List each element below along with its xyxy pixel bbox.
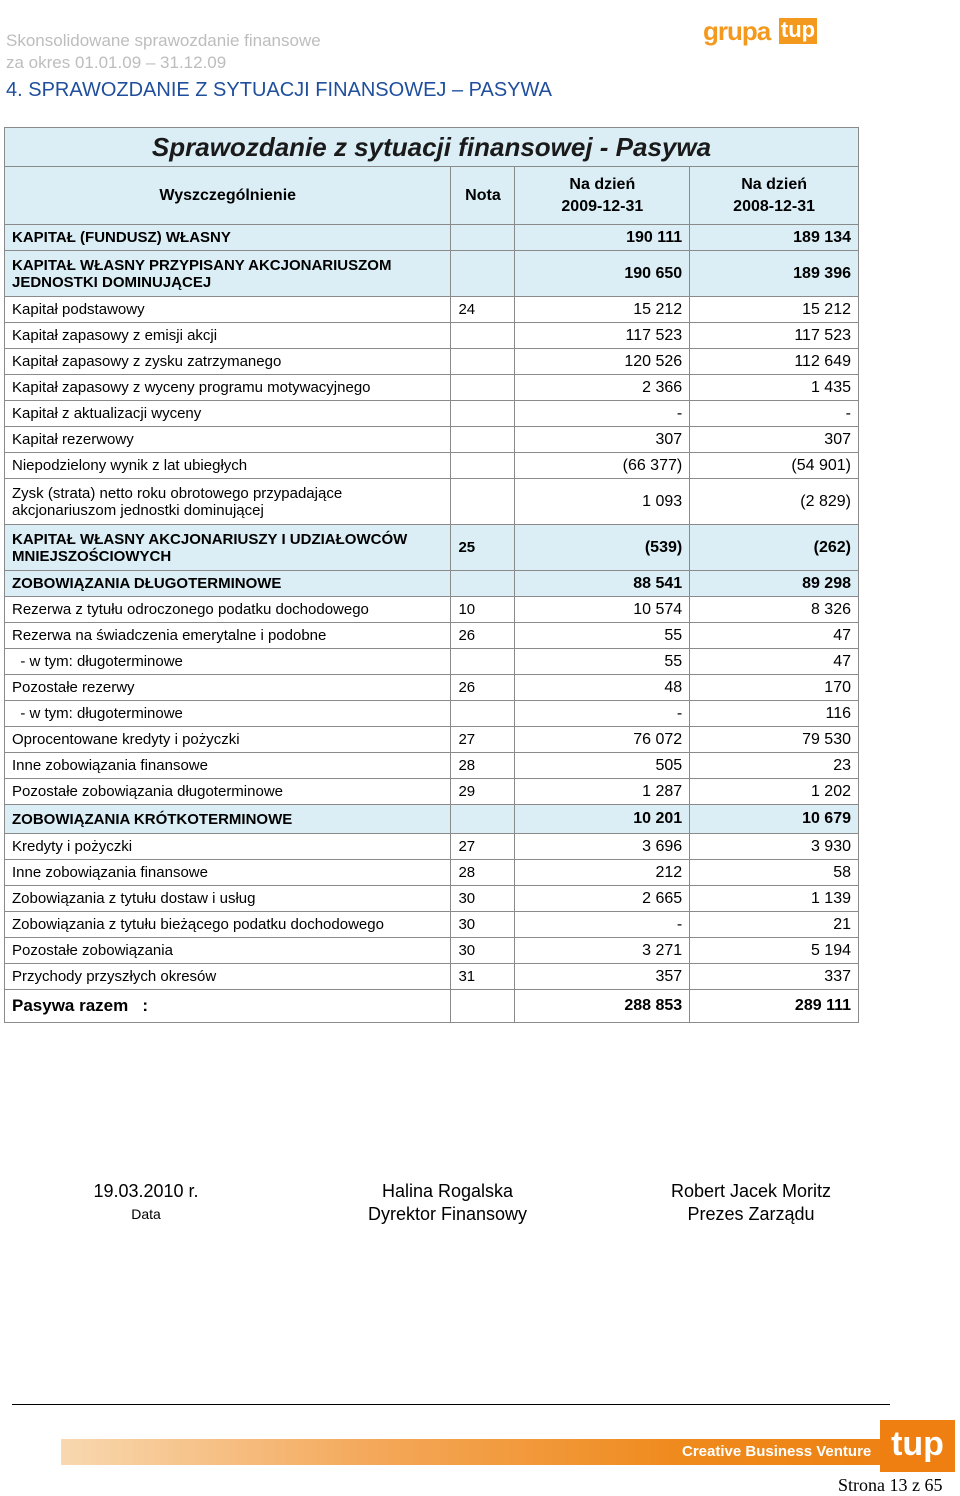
liabilities-table bbox=[4, 127, 859, 1023]
row-nota: 26 bbox=[451, 623, 515, 649]
row-nota: 30 bbox=[451, 886, 515, 912]
row-value-2009: 76 072 bbox=[515, 727, 690, 753]
row-value-2008: 79 530 bbox=[690, 727, 859, 753]
row-value-2008: 47 bbox=[690, 649, 859, 675]
row-value-2008: 117 523 bbox=[690, 323, 859, 349]
row-value-2009: 3 696 bbox=[515, 834, 690, 860]
row-nota bbox=[451, 479, 515, 525]
table-row bbox=[5, 860, 859, 886]
row-label: Niepodzielony wynik z lat ubiegłych bbox=[5, 453, 451, 479]
row-value-2008: (2 829) bbox=[690, 479, 859, 525]
row-value-2009: 117 523 bbox=[515, 323, 690, 349]
row-label: KAPITAŁ WŁASNY PRZYPISANY AKCJONARIUSZOM JEDNOSTKI DOMINUJĄCEJ bbox=[5, 251, 451, 297]
signature-cfo-name: Halina Rogalska bbox=[381, 1181, 514, 1201]
row-nota bbox=[451, 401, 515, 427]
row-nota bbox=[451, 649, 515, 675]
table-row bbox=[5, 727, 859, 753]
table-row bbox=[5, 805, 859, 834]
signature-ceo-name: Robert Jacek Moritz bbox=[670, 1181, 832, 1201]
row-label: Rezerwa z tytułu odroczonego podatku dochodowego bbox=[5, 597, 451, 623]
row-value-2008: 337 bbox=[690, 964, 859, 990]
row-value-2009: 10 201 bbox=[515, 805, 690, 834]
row-value-2009: 55 bbox=[515, 649, 690, 675]
table-title: Sprawozdanie z sytuacji finansowej - Pasywa bbox=[5, 128, 859, 167]
signature-ceo bbox=[645, 1180, 857, 1226]
table-row bbox=[5, 597, 859, 623]
table-row bbox=[5, 571, 859, 597]
row-nota: 26 bbox=[451, 675, 515, 701]
row-value-2009: 55 bbox=[515, 623, 690, 649]
row-nota: 28 bbox=[451, 860, 515, 886]
row-label: Pasywa razem : bbox=[5, 990, 451, 1023]
row-value-2008: 89 298 bbox=[690, 571, 859, 597]
row-nota bbox=[451, 805, 515, 834]
logo-text: grupa bbox=[703, 16, 771, 46]
row-label: KAPITAŁ WŁASNY AKCJONARIUSZY I UDZIAŁOWCÓW MNIEJSZOŚCIOWYCH bbox=[5, 525, 451, 571]
signature-ceo-role: Prezes Zarządu bbox=[687, 1204, 815, 1224]
row-value-2009: 2 665 bbox=[515, 886, 690, 912]
row-value-2009: 307 bbox=[515, 427, 690, 453]
row-nota bbox=[451, 453, 515, 479]
table-row bbox=[5, 938, 859, 964]
table-row bbox=[5, 990, 859, 1023]
row-label: Pozostałe rezerwy bbox=[5, 675, 451, 701]
row-value-2008: 8 326 bbox=[690, 597, 859, 623]
row-label: - w tym: długoterminowe bbox=[5, 649, 451, 675]
row-label: Kredyty i pożyczki bbox=[5, 834, 451, 860]
signature-date bbox=[76, 1180, 216, 1226]
row-value-2008: 307 bbox=[690, 427, 859, 453]
column-header-2008-date: 2008-12-31 bbox=[733, 197, 816, 215]
row-nota bbox=[451, 349, 515, 375]
table-row bbox=[5, 401, 859, 427]
report-title-header: Skonsolidowane sprawozdanie finansowe bbox=[6, 31, 321, 50]
table-row bbox=[5, 251, 859, 297]
signature-cfo-role: Dyrektor Finansowy bbox=[367, 1204, 528, 1224]
row-label: Kapitał zapasowy z zysku zatrzymanego bbox=[5, 349, 451, 375]
footer-banner-text: Creative Business Venture bbox=[682, 1443, 872, 1460]
row-label: Kapitał z aktualizacji wyceny bbox=[5, 401, 451, 427]
row-nota bbox=[451, 571, 515, 597]
row-value-2008: (54 901) bbox=[690, 453, 859, 479]
row-value-2008: 15 212 bbox=[690, 297, 859, 323]
column-header-nota: Nota bbox=[451, 167, 515, 225]
row-nota: 24 bbox=[451, 297, 515, 323]
row-nota bbox=[451, 323, 515, 349]
row-value-2008: 1 202 bbox=[690, 779, 859, 805]
report-period-header: za okres 01.01.09 – 31.12.09 bbox=[6, 53, 227, 72]
row-label: Kapitał zapasowy z wyceny programu motywacyjnego bbox=[5, 375, 451, 401]
row-nota: 27 bbox=[451, 834, 515, 860]
row-value-2009: 212 bbox=[515, 860, 690, 886]
row-value-2009: (66 377) bbox=[515, 453, 690, 479]
table-row bbox=[5, 964, 859, 990]
logo-box: tup bbox=[780, 17, 816, 42]
row-value-2009: 190 111 bbox=[515, 225, 690, 251]
column-header-2008 bbox=[690, 167, 859, 225]
table-row bbox=[5, 675, 859, 701]
row-value-2008: 21 bbox=[690, 912, 859, 938]
row-value-2009: 190 650 bbox=[515, 251, 690, 297]
row-nota: 27 bbox=[451, 727, 515, 753]
row-value-2008: 1 139 bbox=[690, 886, 859, 912]
column-header-2009-date: 2009-12-31 bbox=[561, 197, 644, 215]
row-value-2008: 116 bbox=[690, 701, 859, 727]
row-label: ZOBOWIĄZANIA KRÓTKOTERMINOWE bbox=[5, 805, 451, 834]
table-row bbox=[5, 886, 859, 912]
row-value-2009: - bbox=[515, 401, 690, 427]
row-label: - w tym: długoterminowe bbox=[5, 701, 451, 727]
row-value-2009: - bbox=[515, 701, 690, 727]
row-value-2009: 1 287 bbox=[515, 779, 690, 805]
row-label: Kapitał zapasowy z emisji akcji bbox=[5, 323, 451, 349]
row-value-2008: 58 bbox=[690, 860, 859, 886]
page-number: Strona 13 z 65 bbox=[838, 1475, 943, 1495]
row-label: KAPITAŁ (FUNDUSZ) WŁASNY bbox=[5, 225, 451, 251]
row-value-2009: 10 574 bbox=[515, 597, 690, 623]
column-header-description: Wyszczególnienie bbox=[5, 167, 451, 225]
row-value-2009: 505 bbox=[515, 753, 690, 779]
table-row bbox=[5, 225, 859, 251]
table-row bbox=[5, 375, 859, 401]
row-value-2008: 10 679 bbox=[690, 805, 859, 834]
row-label: Inne zobowiązania finansowe bbox=[5, 860, 451, 886]
row-value-2009: 48 bbox=[515, 675, 690, 701]
row-label: Inne zobowiązania finansowe bbox=[5, 753, 451, 779]
row-label: Przychody przyszłych okresów bbox=[5, 964, 451, 990]
row-nota bbox=[451, 990, 515, 1023]
row-value-2008: 112 649 bbox=[690, 349, 859, 375]
section-title: 4. SPRAWOZDANIE Z SYTUACJI FINANSOWEJ – PASYWA bbox=[6, 79, 552, 101]
row-nota bbox=[451, 225, 515, 251]
row-value-2009: 2 366 bbox=[515, 375, 690, 401]
row-value-2008: 23 bbox=[690, 753, 859, 779]
table-row bbox=[5, 453, 859, 479]
row-nota: 31 bbox=[451, 964, 515, 990]
row-value-2008: - bbox=[690, 401, 859, 427]
table-row bbox=[5, 912, 859, 938]
row-label: ZOBOWIĄZANIA DŁUGOTERMINOWE bbox=[5, 571, 451, 597]
signature-date-value: 19.03.2010 r. bbox=[93, 1181, 199, 1201]
table-row bbox=[5, 649, 859, 675]
row-value-2008: 170 bbox=[690, 675, 859, 701]
row-nota: 10 bbox=[451, 597, 515, 623]
column-header-2009 bbox=[515, 167, 690, 225]
row-value-2008: 5 194 bbox=[690, 938, 859, 964]
row-value-2009: 88 541 bbox=[515, 571, 690, 597]
signature-date-label: Data bbox=[131, 1206, 161, 1222]
table-row bbox=[5, 834, 859, 860]
column-header-2008-label: Na dzień bbox=[741, 175, 807, 193]
row-value-2008: (262) bbox=[690, 525, 859, 571]
footer-logo: tup bbox=[880, 1420, 955, 1472]
company-logo bbox=[703, 8, 823, 48]
row-value-2009: 357 bbox=[515, 964, 690, 990]
row-value-2009: 288 853 bbox=[515, 990, 690, 1023]
row-label: Kapitał rezerwowy bbox=[5, 427, 451, 453]
row-value-2008: 289 111 bbox=[690, 990, 859, 1023]
signature-cfo bbox=[340, 1180, 555, 1226]
table-row bbox=[5, 701, 859, 727]
table-row bbox=[5, 779, 859, 805]
row-nota bbox=[451, 375, 515, 401]
row-value-2009: 3 271 bbox=[515, 938, 690, 964]
row-nota bbox=[451, 251, 515, 297]
row-nota: 30 bbox=[451, 912, 515, 938]
row-label: Oprocentowane kredyty i pożyczki bbox=[5, 727, 451, 753]
row-nota: 29 bbox=[451, 779, 515, 805]
row-label: Zobowiązania z tytułu dostaw i usług bbox=[5, 886, 451, 912]
footer-divider bbox=[12, 1404, 890, 1405]
table-row bbox=[5, 323, 859, 349]
row-value-2009: 1 093 bbox=[515, 479, 690, 525]
table-row bbox=[5, 623, 859, 649]
row-label: Rezerwa na świadczenia emerytalne i podobne bbox=[5, 623, 451, 649]
table-row bbox=[5, 427, 859, 453]
row-value-2008: 189 134 bbox=[690, 225, 859, 251]
table-row bbox=[5, 297, 859, 323]
row-value-2009: (539) bbox=[515, 525, 690, 571]
row-value-2009: - bbox=[515, 912, 690, 938]
row-label: Zobowiązania z tytułu bieżącego podatku dochodowego bbox=[5, 912, 451, 938]
row-value-2008: 47 bbox=[690, 623, 859, 649]
table-row bbox=[5, 525, 859, 571]
row-nota: 30 bbox=[451, 938, 515, 964]
row-label: Pozostałe zobowiązania bbox=[5, 938, 451, 964]
table-row bbox=[5, 349, 859, 375]
row-value-2009: 120 526 bbox=[515, 349, 690, 375]
table-row bbox=[5, 753, 859, 779]
table-row bbox=[5, 479, 859, 525]
row-label: Kapitał podstawowy bbox=[5, 297, 451, 323]
column-header-2009-label: Na dzień bbox=[569, 175, 636, 193]
row-value-2009: 15 212 bbox=[515, 297, 690, 323]
row-value-2008: 1 435 bbox=[690, 375, 859, 401]
row-nota bbox=[451, 701, 515, 727]
row-nota: 28 bbox=[451, 753, 515, 779]
row-nota bbox=[451, 427, 515, 453]
row-value-2008: 189 396 bbox=[690, 251, 859, 297]
row-value-2008: 3 930 bbox=[690, 834, 859, 860]
row-nota: 25 bbox=[451, 525, 515, 571]
row-label: Pozostałe zobowiązania długoterminowe bbox=[5, 779, 451, 805]
row-label: Zysk (strata) netto roku obrotowego przypadające akcjonariuszom jednostki dominującej bbox=[5, 479, 451, 525]
